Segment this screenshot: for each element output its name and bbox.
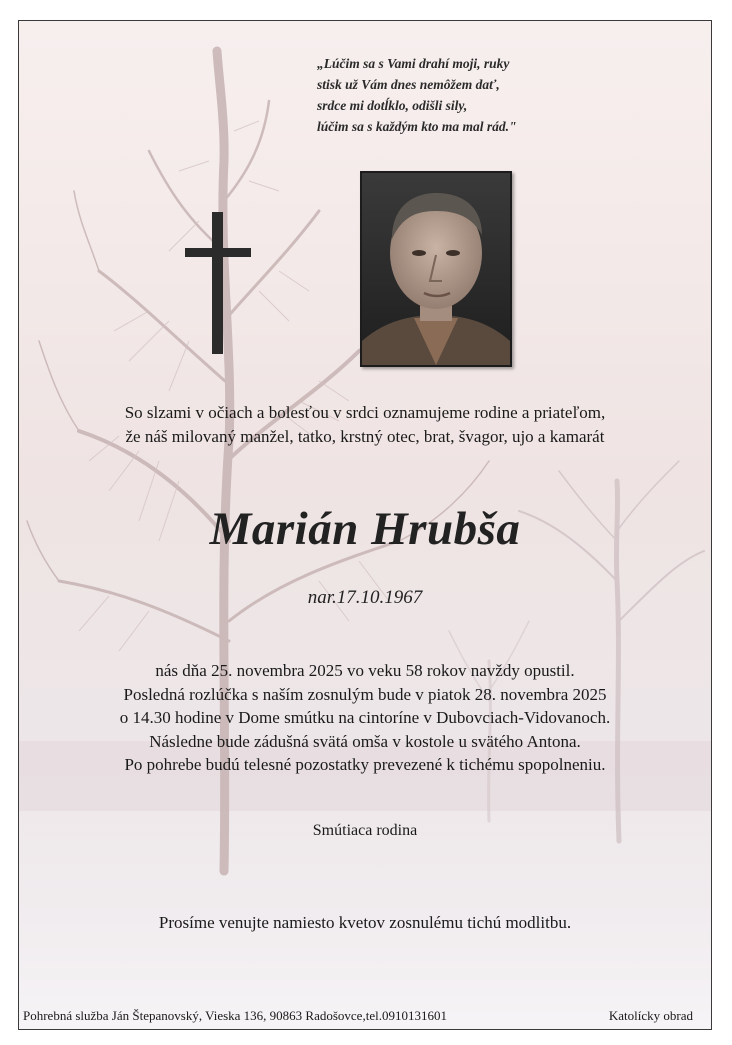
birth-date: nar.17.10.1967 <box>307 587 423 608</box>
farewell-poem <box>317 53 617 137</box>
prayer-request: Prosíme venujte namiesto kvetov zosnulému tichú modlitbu. <box>158 913 572 932</box>
funeral-service-info: Pohrebná služba Ján Štepanovský, Vieska 136, 90863 Radošovce,tel.0910131601 <box>23 1008 447 1023</box>
poem-line: stisk už Vám dnes nemôžem dať, <box>317 77 500 92</box>
portrait-photo <box>360 171 512 367</box>
deceased-name: Marián Hrubša <box>209 503 521 555</box>
cross-icon <box>185 212 251 354</box>
family-signature: Smútiaca rodina <box>312 822 418 839</box>
intro-line: že náš milovaný manžel, tatko, krstný otec, brat, švagor, ujo a kamarát <box>125 427 605 446</box>
announcement-text <box>49 659 681 777</box>
announcement-line: Následne bude zádušná svätá omša v kostole u svätého Antona. <box>149 731 581 751</box>
poem-line: srdce mi dotĺklo, odišli sily, <box>317 98 468 113</box>
announcement-line: Posledná rozlúčka s naším zosnulým bude v piatok 28. novembra 2025 <box>123 684 607 704</box>
announcement-line: o 14.30 hodine v Dome smútku na cintoríne v Dubovciach-Vidovanoch. <box>119 708 611 727</box>
poem-line: lúčim sa s každým kto ma mal rád." <box>317 119 517 134</box>
intro-text <box>59 401 671 449</box>
announcement-line: nás dňa 25. novembra 2025 vo veku 58 rokov navždy opustil. <box>155 661 575 680</box>
rite-label: Katolícky obrad <box>608 1008 693 1023</box>
announcement-line: Po pohrebe budú telesné pozostatky prevezené k tichému spopolneniu. <box>124 755 606 774</box>
obituary-sheet <box>18 20 712 1030</box>
intro-line: So slzami v očiach a bolesťou v srdci oznamujeme rodine a priateľom, <box>124 403 606 422</box>
poem-line: „Lúčim sa s Vami drahí moji, ruky <box>317 56 510 71</box>
